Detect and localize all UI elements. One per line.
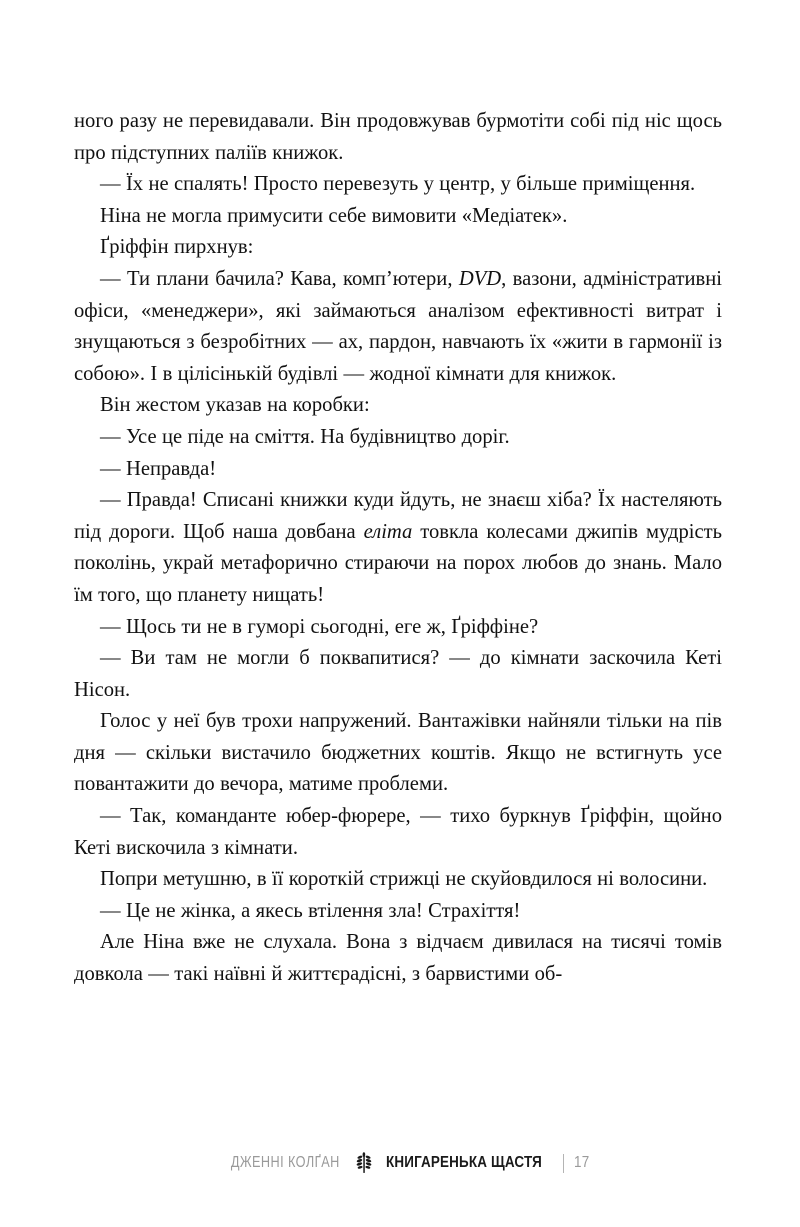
- paragraph-dialog: — Щось ти не в гуморі сьогодні, еге ж, Ґріффіне?: [100, 615, 539, 638]
- paragraph-continuation: ного разу не перевидавали. Він продовжував бурмотіти собі під ніс щось про підступних паліїв книжок.: [74, 110, 722, 164]
- paragraph-narrative: Ніна не могла примусити себе вимовити «Медіатек».: [100, 204, 568, 227]
- page-text-body: [74, 106, 722, 991]
- italic-term-elita: еліта: [363, 520, 413, 543]
- paragraph-dialog: — Ви там не могли б поквапитися? — до кімнати заскочила Кеті Нісон.: [74, 647, 722, 701]
- text-run: товкла колесами джипів мудрість поколінь, украй метафорично стираючи на порох любов до знань. Мало їм того, що планету нищать!: [74, 520, 722, 606]
- footer-book-title: КНИГАРЕНЬКА ЩАСТЯ: [385, 1154, 542, 1171]
- paragraph-dialog-with-italic: [74, 485, 722, 611]
- paragraph-narrative: Але Ніна вже не слухала. Вона з відчаєм дивилася на тисячі томів довкола — такі наївні й життєрадісні, з барвистими об-: [74, 931, 722, 986]
- paragraph-narrative: Попри метушню, в її короткій стрижці не скуйовдилося ні волосини.: [100, 868, 708, 891]
- paragraph-narrative: Ґріффін пирхнув:: [100, 236, 254, 259]
- paragraph-dialog-with-italic: [74, 264, 722, 390]
- paragraph-dialog: — Так, команданте юбер-фюрере, — тихо буркнув Ґріффін, щойно Кеті вискочила з кімнати.: [74, 805, 722, 859]
- paragraph-dialog: — Їх не спалять! Просто перевезуть у центр, у більше приміщення.: [100, 173, 696, 196]
- footer-divider: [563, 1154, 564, 1173]
- footer-author-name: ДЖЕННІ КОЛҐАН: [230, 1154, 340, 1171]
- italic-term-dvd: DVD: [458, 267, 502, 290]
- text-run: — Правда! Списані книжки куди йдуть, не знаєш хіба? Їх настеляють під дороги. Щоб наша довбана: [74, 489, 722, 543]
- wheat-sprig-icon: [351, 1150, 377, 1176]
- paragraph-narrative: Голос у неї був трохи напружений. Вантажівки найняли тільки на пів дня — скільки вистачило бюджетних коштів. Якщо не встигнуть усе повантажити до вечора, матиме проблеми.: [74, 710, 722, 796]
- paragraph-dialog: — Усе це піде на сміття. На будівництво доріг.: [100, 425, 510, 448]
- text-run: , вазони, адміністративні офіси, «менеджери», які займаються аналізом ефективності витрат і знущаються з безробітних — ах, пардон, навчають їх «жити в гармонії із собою». І в цілісінькій будівлі — жодної кімнати для книжок.: [74, 267, 722, 385]
- page-number: 17: [574, 1154, 591, 1171]
- text-run: — Ти плани бачила? Кава, комп’ютери,: [100, 267, 459, 290]
- paragraph-narrative: Він жестом указав на коробки:: [100, 394, 370, 417]
- paragraph-dialog: — Неправда!: [100, 457, 217, 480]
- running-footer: [0, 1146, 800, 1180]
- paragraph-dialog: — Це не жінка, а якесь втілення зла! Страхіття!: [100, 899, 521, 922]
